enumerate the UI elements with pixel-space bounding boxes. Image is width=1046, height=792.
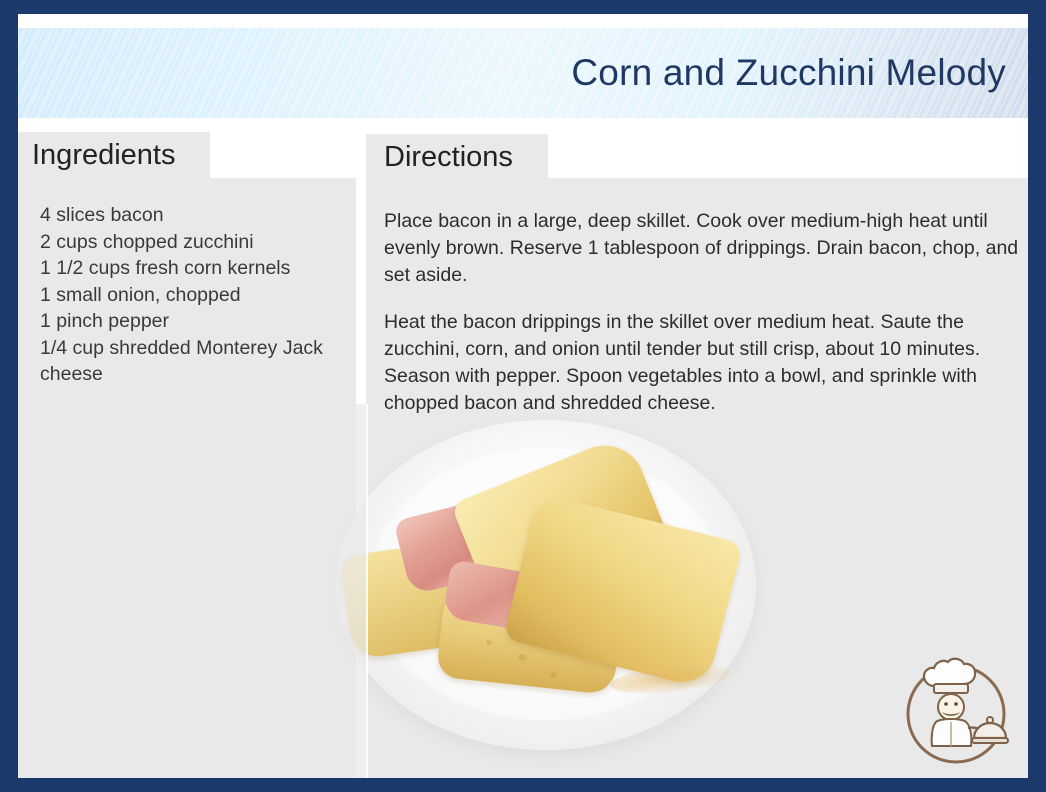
page-title: Corn and Zucchini Melody [571,52,1006,93]
directions-paragraph: Heat the bacon drippings in the skillet over medium heat. Saute the zucchini, corn, and onion until tender but still crisp, about 10 minutes. Season with pepper. Spoon vegetables into a bowl, and sprinkle with chopped bacon and shredded cheese. [384,311,981,414]
title-banner [18,28,1028,118]
ingredients-list [40,202,360,388]
chef-logo-icon [896,652,1016,772]
directions-header-tab [366,134,548,180]
list-item: 4 slices bacon [40,204,164,226]
directions-body [384,208,1020,417]
directions-paragraph: Place bacon in a large, deep skillet. Cook over medium-high heat until evenly brown. Reserve 1 tablespoon of drippings. Drain bacon, chop, and set aside. [384,210,1019,286]
list-item: 1/4 cup shredded Monterey Jack cheese [40,336,329,385]
list-item: 2 cups chopped zucchini [40,230,254,253]
list-item: 1 pinch pepper [40,310,170,332]
list-item: 1 1/2 cups fresh corn kernels [40,257,291,279]
ingredients-heading: Ingredients [32,138,176,171]
directions-heading: Directions [384,140,513,173]
ingredients-header-tab [18,132,210,178]
list-item: 1 small onion, chopped [40,283,241,306]
slide-canvas [18,14,1028,778]
